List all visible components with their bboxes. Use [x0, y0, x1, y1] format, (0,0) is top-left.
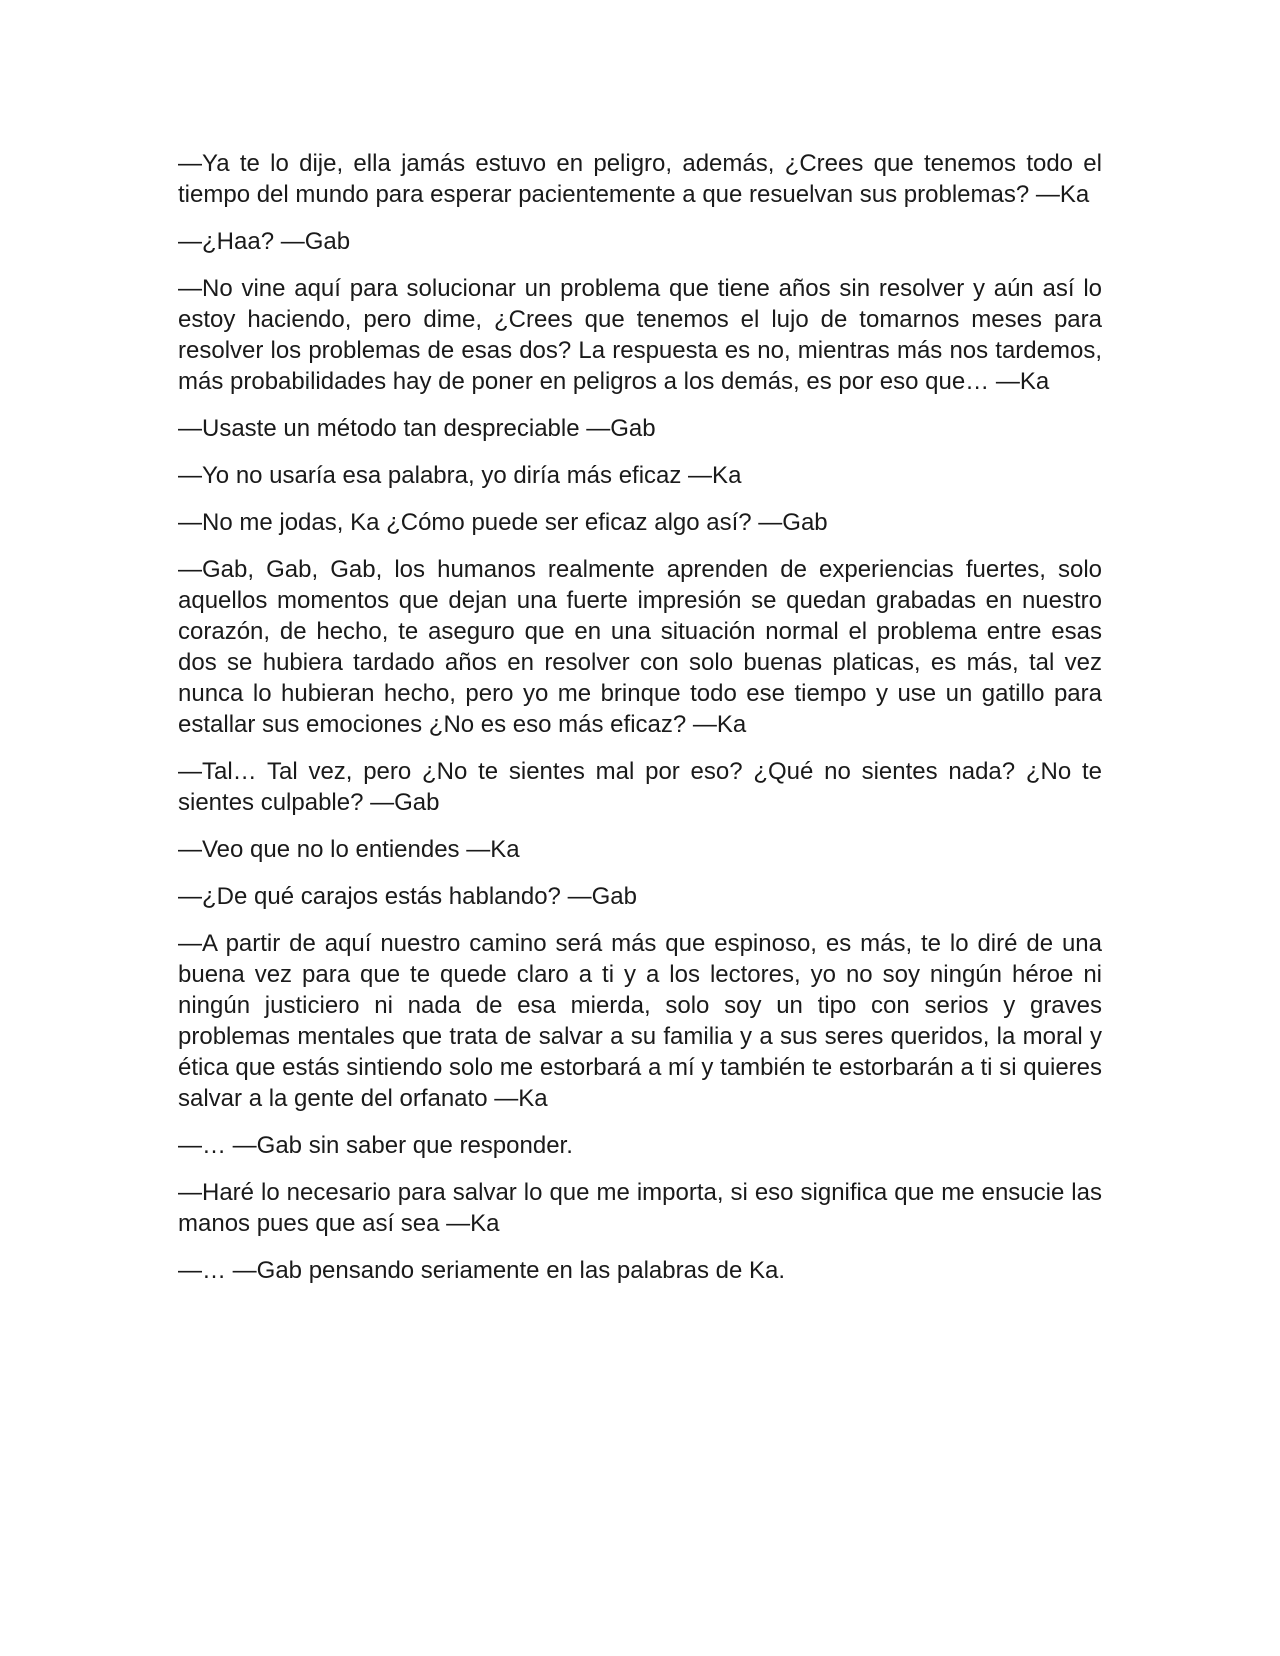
paragraph: —No vine aquí para solucionar un problema que tiene años sin resolver y aún así lo estoy haciendo, pero dime, ¿Crees que tenemos el lujo de tomarnos meses para resolver los problemas de esas dos? La respuesta es no, mientras más nos tardemos, más probabilidades hay de poner en peligros a los demás, es por eso que… —Ka [178, 275, 1102, 395]
paragraph: —Gab, Gab, Gab, los humanos realmente aprenden de experiencias fuertes, solo aquellos momentos que dejan una fuerte impresión se quedan grabadas en nuestro corazón, de hecho, te aseguro que en una situación normal el problema entre esas dos se hubiera tardado años en resolver con solo buenas platicas, es más, tal vez nunca lo hubieran hecho, pero yo me brinque todo ese tiempo y use un gatillo para estallar sus emociones ¿No es eso más eficaz? —Ka [178, 556, 1102, 738]
paragraph: —Usaste un método tan despreciable —Gab [178, 415, 656, 442]
document-body [178, 148, 1102, 1302]
paragraph: —No me jodas, Ka ¿Cómo puede ser eficaz algo así? —Gab [178, 509, 828, 536]
paragraph: —Tal… Tal vez, pero ¿No te sientes mal por eso? ¿Qué no sientes nada? ¿No te sientes culpable? —Gab [178, 758, 1102, 816]
paragraph: —¿Haa? —Gab [178, 228, 351, 255]
paragraph: —… —Gab pensando seriamente en las palabras de Ka. [178, 1257, 786, 1284]
paragraph: —Yo no usaría esa palabra, yo diría más eficaz —Ka [178, 462, 742, 489]
paragraph: —Ya te lo dije, ella jamás estuvo en peligro, además, ¿Crees que tenemos todo el tiempo del mundo para esperar pacientemente a que resuelvan sus problemas? —Ka [178, 150, 1102, 208]
paragraph: —… —Gab sin saber que responder. [178, 1132, 573, 1159]
paragraph: —A partir de aquí nuestro camino será más que espinoso, es más, te lo diré de una buena vez para que te quede claro a ti y a los lectores, yo no soy ningún héroe ni ningún justiciero ni nada de esa mierda, solo soy un tipo con serios y graves problemas mentales que trata de salvar a su familia y a sus seres queridos, la moral y ética que estás sintiendo solo me estorbará a mí y también te estorbarán a ti si quieres salvar a la gente del orfanato —Ka [178, 930, 1102, 1112]
paragraph: —Veo que no lo entiendes —Ka [178, 836, 520, 863]
paragraph: —Haré lo necesario para salvar lo que me importa, si eso significa que me ensucie las manos pues que así sea —Ka [178, 1179, 1102, 1237]
paragraph: —¿De qué carajos estás hablando? —Gab [178, 883, 637, 910]
